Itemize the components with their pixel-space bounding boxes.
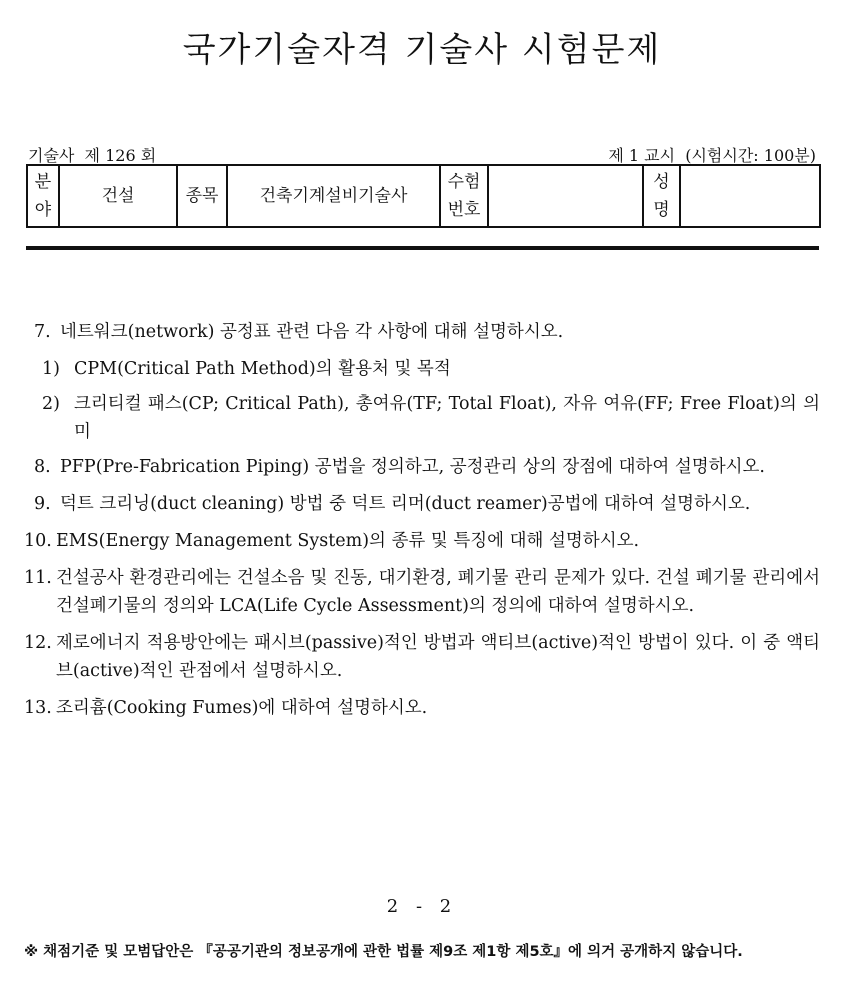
- disclosure-notice: ※ 채점기준 및 모범답안은 『공공기관의 정보공개에 관한 법률 제9조 제1항 제5호』에 의거 공개하지 않습니다.: [24, 944, 743, 960]
- name-label: [643, 165, 680, 227]
- exam-number-label-line1: 수험: [447, 172, 481, 192]
- header-divider: [26, 246, 819, 250]
- question-item: [24, 318, 820, 346]
- question-text: 제로에너지 적용방안에는 패시브(passive)적인 방법과 액티브(active)적인 방법이 있다. 이 중 액티브(active)적인 관점에서 설명하시오.: [56, 633, 820, 681]
- exam-number-label-line2: 번호: [447, 200, 481, 220]
- exam-round: 기술사 제 126 회: [28, 146, 157, 165]
- item-value: 건축기계설비기술사: [227, 165, 440, 227]
- field-label-line2: 야: [34, 200, 52, 220]
- exam-number-field[interactable]: [488, 165, 643, 227]
- sub-question-text: CPM(Critical Path Method)의 활용처 및 목적: [74, 359, 451, 379]
- sub-question-item: [24, 390, 820, 446]
- sub-question-text: 크리티컬 패스(CP; Critical Path), 총여유(TF; Total Float), 자유 여유(FF; Free Float)의 의미: [74, 394, 820, 442]
- question-text: 네트워크(network) 공정표 관련 다음 각 사항에 대해 설명하시오.: [60, 322, 564, 342]
- question-list: [24, 318, 820, 731]
- field-label: [27, 165, 59, 227]
- page-number: 2 - 2: [386, 896, 458, 917]
- question-number: 11.: [24, 568, 52, 588]
- question-item: [24, 564, 820, 620]
- question-text: 덕트 크리닝(duct cleaning) 방법 중 덕트 리머(duct reamer)공법에 대하여 설명하시오.: [60, 494, 751, 514]
- question-number: 9.: [34, 494, 51, 514]
- question-number: 10.: [24, 531, 52, 551]
- field-label-line1: 분: [34, 172, 52, 192]
- question-item: [24, 453, 820, 481]
- question-text: 조리흄(Cooking Fumes)에 대하여 설명하시오.: [56, 698, 428, 718]
- question-text: 건설공사 환경관리에는 건설소음 및 진동, 대기환경, 폐기물 관리 문제가 있다. 건설 폐기물 관리에서 건설폐기물의 정의와 LCA(Life Cycle Assessment)의 정의에 대하여 설명하시오.: [56, 568, 820, 616]
- question-number: 8.: [34, 457, 51, 477]
- field-value: 건설: [59, 165, 177, 227]
- question-text: EMS(Energy Management System)의 종류 및 특징에 대해 설명하시오.: [56, 531, 640, 551]
- exam-info-table: [26, 164, 821, 228]
- question-text: PFP(Pre-Fabrication Piping) 공법을 정의하고, 공정관리 상의 장점에 대하여 설명하시오.: [60, 457, 765, 477]
- item-label: 종목: [177, 165, 227, 227]
- question-item: [24, 527, 820, 555]
- question-number: 7.: [34, 322, 51, 342]
- name-field[interactable]: [680, 165, 820, 227]
- page-title: 국가기술자격 기술사 시험문제: [182, 30, 662, 70]
- question-number: 13.: [24, 698, 52, 718]
- exam-session-time: 제 1 교시 (시험시간: 100분): [608, 146, 816, 165]
- question-item: [24, 694, 820, 722]
- name-label-line1: 성: [653, 172, 670, 192]
- sub-question-number: 1): [42, 359, 60, 379]
- question-item: [24, 490, 820, 518]
- question-number: 12.: [24, 633, 52, 653]
- question-item: [24, 629, 820, 685]
- exam-number-label: [440, 165, 488, 227]
- sub-question-number: 2): [42, 394, 60, 414]
- sub-question-item: [24, 355, 820, 383]
- name-label-line2: 명: [653, 200, 670, 220]
